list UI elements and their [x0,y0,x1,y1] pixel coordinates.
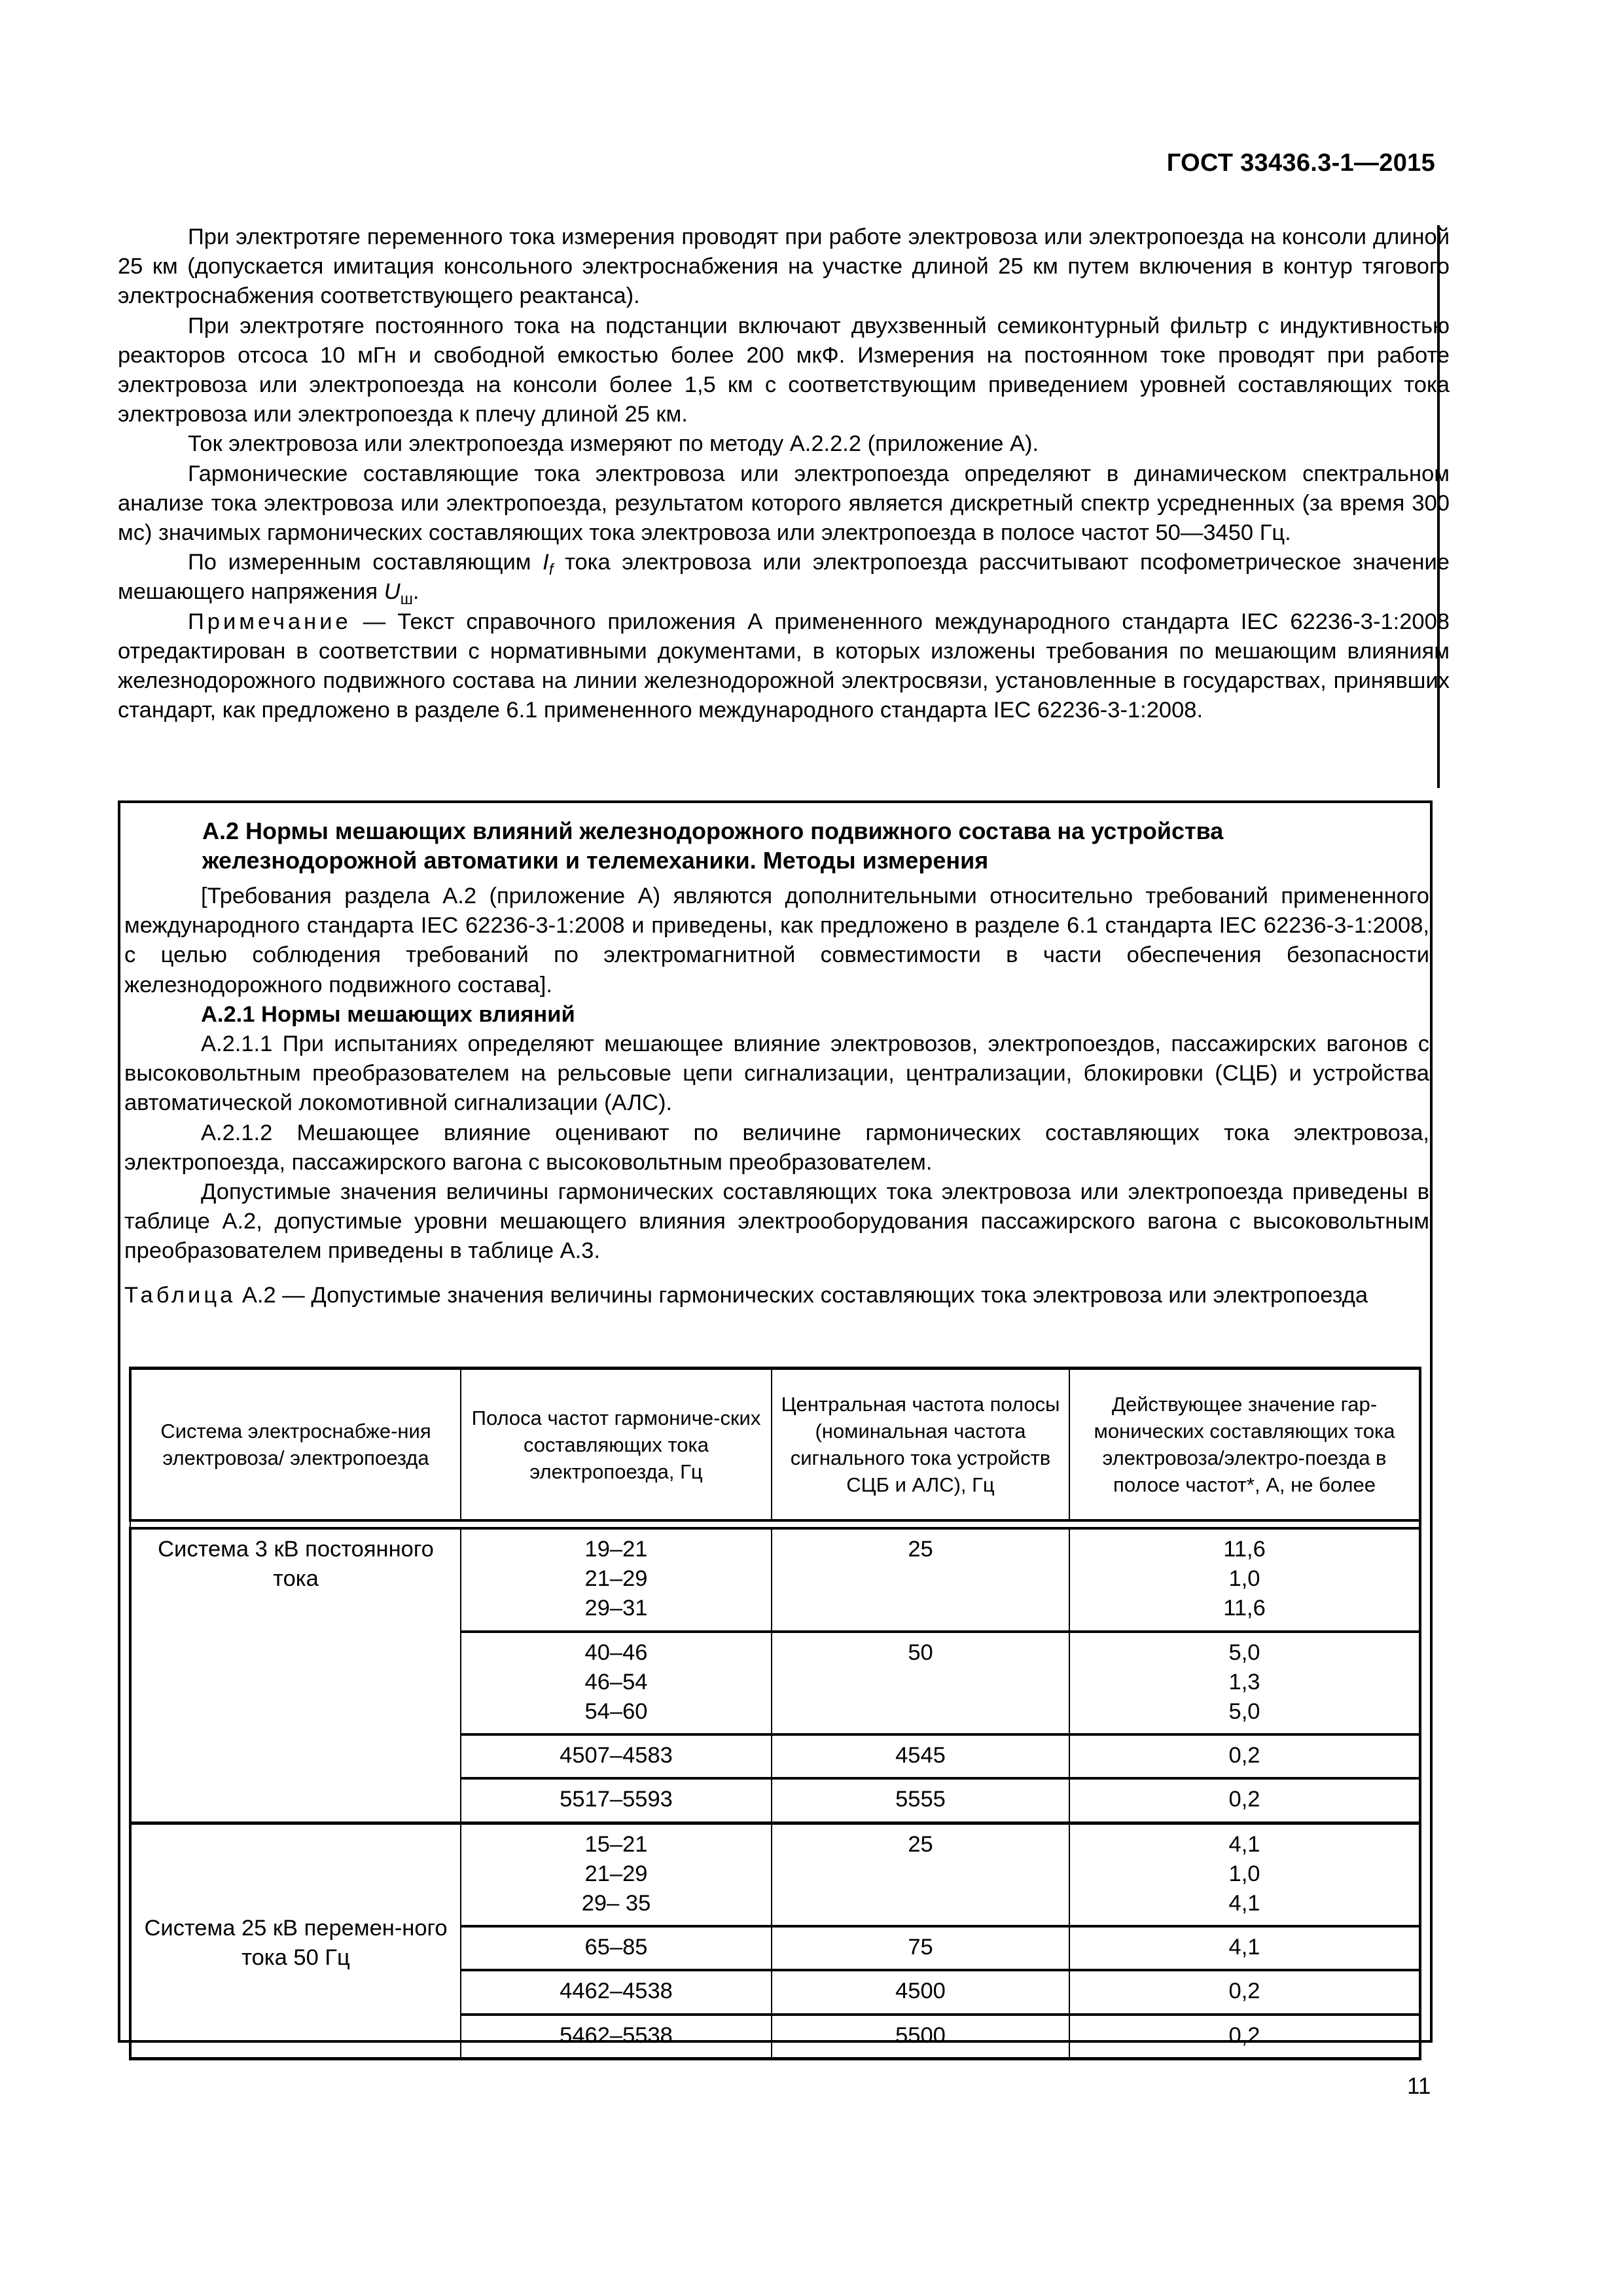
band-value: 5517–5593 [560,1787,673,1812]
table-header-row [130,1369,1420,1521]
cell-system: Система 3 кВ постоянного тока [130,1528,461,1823]
band-value: 29– 35 [581,1891,651,1916]
effective-value: 0,2 [1228,1979,1260,2004]
cell-effective-value [1069,1778,1420,1823]
effective-value: 4,1 [1228,1935,1260,1960]
effective-value: 1,0 [1228,1566,1260,1592]
cell-band [461,1734,772,1778]
header-separator [130,1520,1420,1528]
cell-band [461,2015,772,2059]
effective-value: 4,1 [1228,1831,1260,1857]
note-label: Примечание [188,609,351,634]
paragraph-dc-measurement: При электротяге постоянного тока на подстанции включают двухзвенный семиконтурный фильтр с индуктивностью реакторов отсоса 10 мГн и свободной емкостью более 200 мкФ. Измерения на постоянном токе проводят при работе электровоза или электропоезда на консоли более 1,5 км с соответствующим приведением уровней составляющих тока электровоза или электропоезда к плечу длиной 25 км. [118,313,1450,427]
effective-value: 11,6 [1223,1537,1266,1562]
cell-effective-value [1069,1632,1420,1735]
cell-system: Система 25 кВ перемен-ного тока 50 Гц [130,1823,461,2058]
band-value: 4507–4583 [560,1743,673,1768]
band-value: 5462–5538 [560,2022,673,2048]
cell-center-frequency: 25 [772,1528,1069,1632]
subheading-a21: А.2.1 Нормы мешающих влияний [201,1001,575,1027]
band-value: 21–29 [584,1861,648,1886]
symbol-current: $I_f$ [543,550,554,579]
intro-text [118,223,1450,725]
cell-effective-value [1069,1823,1420,1926]
document-code: ГОСТ 33436.3-1—2015 [1166,149,1435,177]
band-value: 54–60 [584,1699,648,1725]
effective-value: 1,0 [1228,1861,1260,1886]
band-value: 46–54 [584,1669,648,1695]
band-value: 4462–4538 [560,1979,673,2004]
table-a2 [129,1367,1421,2060]
section-heading: А.2 Нормы мешающих влияний железнодорожного подвижного состава на устройства железнодорожной автоматики и телемеханики. Методы измерения [202,817,1224,874]
effective-value: 1,3 [1228,1669,1260,1695]
header-band: Полоса частот гармониче-ских составляющих тока электропоезда, Гц [461,1369,772,1521]
paragraph-harmonics: Гармонические составляющие тока электровоза или электропоезда определяют в динамическом спектральном анализе тока электровоза или электропоезда, результатом которого является дискретный спектр усредненных (за время 300 мс) значимых гармонических составляющих тока электровоза или электропоезда в полосе частот 50—3450 Гц. [118,461,1450,546]
paragraph-requirements: [Требования раздела А.2 (приложение А) являются дополнительными относительно требований примененного международного стандарта IEC 62236-3-1:2008 и приведены, как предложено в разделе 6.1 стандарта IEC 62236-3-1:2008, с целью соблюдения требований по электромагнитной совместимости в части обеспечения безопасности железнодорожного подвижного состава]. [124,884,1429,997]
header-system: Система электроснабже-ния электровоза/ электропоезда [130,1369,461,1521]
cell-effective-value [1069,2015,1420,2059]
cell-band [461,1778,772,1823]
effective-value: 5,0 [1228,1640,1260,1665]
band-value: 19–21 [584,1537,648,1562]
cell-center-frequency: 4545 [772,1734,1069,1778]
paragraph-a211: А.2.1.1 При испытаниях определяют мешающее влияние электровозов, электропоездов, пассажирских вагонов с высоковольтным преобразователем на рельсовые цепи сигнализации, централизации, блокировки (СЦБ) и устройства автоматической локомотивной сигнализации (АЛС). [124,1031,1429,1116]
band-value: 29–31 [584,1596,648,1621]
effective-value: 11,6 [1223,1596,1266,1621]
paragraph-current-method: Ток электровоза или электропоезда измеряют по методу А.2.2.2 (приложение А). [188,431,1039,457]
effective-value: 5,0 [1228,1699,1260,1725]
cell-effective-value [1069,1734,1420,1778]
page-number: 11 [1407,2073,1431,2099]
cell-band [461,1823,772,1926]
section-body [124,882,1429,1266]
effective-value: 0,2 [1228,1787,1260,1812]
effective-value: 0,2 [1228,2022,1260,2048]
cell-center-frequency: 25 [772,1823,1069,1926]
effective-value: 4,1 [1228,1891,1260,1916]
header-center-frequency: Центральная частота полосы (номинальная частота сигнального тока устройств СЦБ и АЛС), Гц [772,1369,1069,1521]
cell-effective-value [1069,1970,1420,2014]
paragraph-ac-measurement: При электротяге переменного тока измерения проводят при работе электровоза или электропоезда на консоли длиной 25 км (допускается имитация консольного электроснабжения на участке длиной 25 км путем включения в контур тягового электроснабжения соответствующего реактанса). [118,224,1450,309]
cell-band [461,1926,772,1970]
cell-band [461,1528,772,1632]
paragraph-allowed-values: Допустимые значения величины гармонических составляющих тока электровоза или электропоезда приведены в таблице А.2, допустимые уровни мешающего влияния электрооборудования пассажирского вагона с высоковольтным преобразователем приведены в таблице А.3. [124,1179,1429,1264]
table-row [130,1823,1420,1926]
band-value: 15–21 [584,1831,648,1857]
cell-effective-value [1069,1926,1420,1970]
paragraph-psophometric: По измеренным составляющим $I_f$ тока электровоза или электропоезда рассчитывают псофометрическое значение мешающего напряжения $U_ш$. [118,550,1450,609]
cell-center-frequency: 50 [772,1632,1069,1735]
note-text: — Текст справочного приложения А примененного международного стандарта IEC 62236-3-1:2008 отредактирован в соответствии с нормативными документами, в которых изложены требования по мешающим влияниям железнодорожного подвижного состава на линии железнодорожной электросвязи, установленные в государствах, принявших стандарт, как предложено в разделе 6.1 примененного международного стандарта IEC 62236-3-1:2008. [118,609,1450,723]
paragraph-a212: А.2.1.2 Мешающее влияние оценивают по величине гармонических составляющих тока электровоза, электропоезда, пассажирского вагона с высоковольтным преобразователем. [124,1120,1429,1175]
cell-effective-value [1069,1528,1420,1632]
band-value: 65–85 [584,1935,648,1960]
band-value: 21–29 [584,1566,648,1592]
note [118,607,1450,726]
cell-center-frequency: 4500 [772,1970,1069,2014]
header-effective-value: Действующее значение гар-монических составляющих тока электровоза/электро-поезда в полосе частот*, А, не более [1069,1369,1420,1521]
cell-band [461,1632,772,1735]
table-caption: Таблица А.2 — Допустимые значения величины гармонических составляющих тока электровоза или электропоезда [124,1283,1368,1308]
symbol-voltage: U [383,579,401,605]
cell-band [461,1970,772,2014]
table-row [130,1528,1420,1632]
band-value: 40–46 [584,1640,648,1665]
cell-center-frequency: 75 [772,1926,1069,1970]
effective-value: 0,2 [1228,1743,1260,1768]
cell-center-frequency: 5555 [772,1778,1069,1823]
cell-center-frequency: 5500 [772,2015,1069,2059]
